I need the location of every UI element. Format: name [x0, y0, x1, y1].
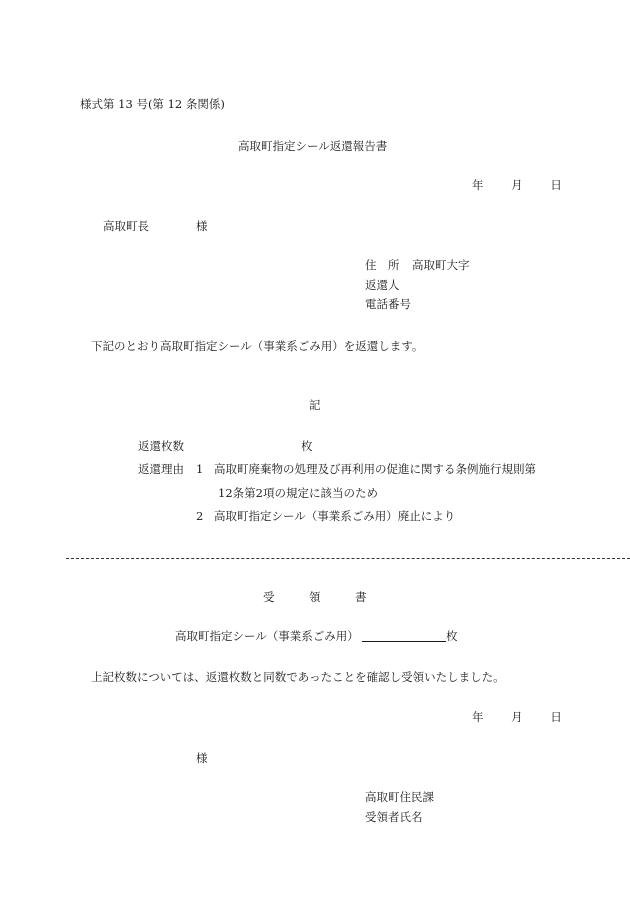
report-title: 高取町指定シール返還報告書 — [238, 139, 388, 153]
receiver-name-label: 受領者氏名 — [365, 810, 423, 824]
receipt-department: 高取町住民課 — [365, 790, 434, 804]
report-date — [472, 178, 562, 192]
reason-2-line1: 高取町指定シール（事業系ごみ用）廃止により — [214, 509, 456, 523]
receipt-date-day: 日 — [550, 710, 562, 724]
count-label: 返還枚数 — [138, 439, 184, 453]
addressee-honorific: 様 — [196, 219, 208, 233]
address-label: 住 所 — [365, 258, 400, 272]
receipt-date-month: 月 — [511, 710, 523, 724]
ki-heading: 記 — [309, 398, 321, 412]
form-number: 様式第 13 号(第 12 条関係) — [80, 97, 225, 111]
address-value: 高取町大字 — [412, 258, 470, 272]
receipt-date-year: 年 — [472, 710, 484, 724]
receipt-honorific: 様 — [196, 751, 208, 765]
receipt-date — [472, 710, 562, 724]
returner-label: 返還人 — [365, 278, 400, 292]
receipt-sticker-unit: 枚 — [446, 629, 458, 643]
reason-2-number: 2 — [196, 509, 204, 523]
date-day: 日 — [550, 178, 562, 192]
reason-1-number: 1 — [196, 462, 204, 476]
count-unit: 枚 — [301, 439, 313, 453]
receipt-count-blank — [362, 641, 446, 642]
receipt-title: 受 領 書 — [263, 590, 367, 604]
date-year: 年 — [472, 178, 484, 192]
receipt-statement: 上記枚数については、返還枚数と同数であったことを確認し受領いたしました。 — [91, 670, 505, 684]
date-month: 月 — [511, 178, 523, 192]
reason-label: 返還理由 — [138, 462, 184, 476]
reason-1-line1: 高取町廃棄物の処理及び再利用の促進に関する条例施行規則第 — [214, 462, 536, 476]
addressee-name: 高取町長 — [103, 219, 149, 233]
reason-1-line2: 12条第2項の規定に該当のため — [218, 486, 378, 500]
receipt-sticker-label: 高取町指定シール（事業系ごみ用） — [175, 629, 359, 643]
cut-line — [66, 558, 630, 559]
report-statement: 下記のとおり高取町指定シール（事業系ごみ用）を返還します。 — [91, 339, 424, 353]
phone-label: 電話番号 — [365, 297, 411, 311]
